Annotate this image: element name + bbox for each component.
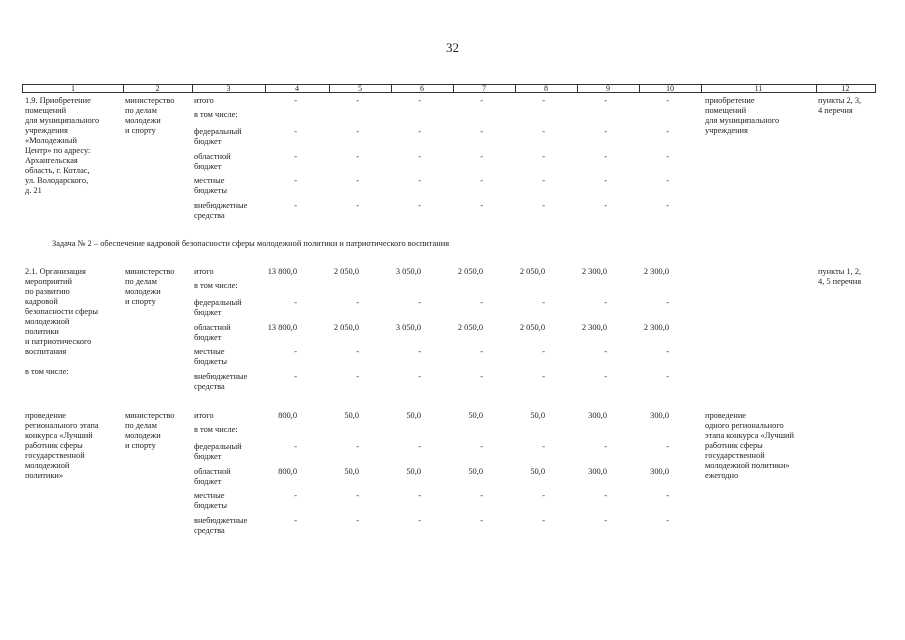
table-cell: - [480,347,483,356]
funding-source-label: в том числе: [194,281,238,290]
list-reference: пункты 2, 3, 4 перечня [818,96,862,115]
table-cell: 300,0 [650,467,669,476]
table-cell: - [418,442,421,451]
table-cell: - [480,298,483,307]
table-cell: - [604,152,607,161]
table-cell: - [604,96,607,105]
table-cell: - [666,516,669,525]
table-cell: - [480,127,483,136]
table-cell: - [480,176,483,185]
table-cell: 2 050,0 [519,267,545,276]
table-cell: - [480,201,483,210]
expected-result: приобретение помещений для муниципального учреждения [705,96,780,135]
table-cell: - [356,442,359,451]
header-cell: 3 [226,84,231,93]
table-cell: - [542,442,545,451]
header-cell: 7 [482,84,486,93]
table-cell: - [356,516,359,525]
header-cell: 10 [666,84,674,93]
table-cell: - [480,491,483,500]
table-cell: - [666,347,669,356]
table-cell: - [480,442,483,451]
table-cell: 300,0 [588,467,607,476]
table-cell: - [666,442,669,451]
table-cell: - [294,96,297,105]
table-header-row [22,84,876,93]
funding-source-label: областной бюджет [194,467,231,486]
funding-source-label: итого [194,267,214,276]
table-cell: 50,0 [530,411,545,420]
table-cell: - [418,347,421,356]
table-cell: 800,0 [278,411,297,420]
funding-source-label: итого [194,96,214,105]
table-cell: - [666,201,669,210]
table-cell: - [604,176,607,185]
table-cell: - [356,96,359,105]
table-cell: - [356,347,359,356]
table-cell: - [294,372,297,381]
table-cell: - [542,152,545,161]
funding-source-label: местные бюджеты [194,347,228,366]
table-cell: - [356,298,359,307]
header-cell: 5 [358,84,362,93]
table-cell: - [356,176,359,185]
table-cell: - [542,298,545,307]
table-cell: - [356,152,359,161]
table-cell: 2 300,0 [643,323,669,332]
table-cell: - [666,96,669,105]
table-cell: - [666,127,669,136]
table-cell: - [356,491,359,500]
table-cell: - [666,176,669,185]
table-cell: - [480,152,483,161]
table-cell: - [418,516,421,525]
table-cell: 2 050,0 [457,267,483,276]
table-cell: 2 050,0 [457,323,483,332]
table-cell: 50,0 [406,411,421,420]
table-cell: 2 300,0 [643,267,669,276]
list-reference: пункты 1, 2, 4, 5 перечня [818,267,862,286]
responsible-executor: министерство по делам молодежи и спорту [125,267,175,306]
funding-source-label: областной бюджет [194,323,231,342]
table-cell: - [294,442,297,451]
funding-source-label: федеральный бюджет [194,127,242,146]
table-cell: 300,0 [588,411,607,420]
table-cell: - [418,372,421,381]
measure-title: 2.1. Организация мероприятий по развитию кадровой безопасности сферы молодежной политики и патриотического воспитания в том числе: [25,267,98,376]
funding-source-label: местные бюджеты [194,491,228,510]
table-cell: - [604,347,607,356]
table-cell: - [480,96,483,105]
table-cell: - [542,96,545,105]
table-cell: - [356,201,359,210]
table-cell: - [604,127,607,136]
table-cell: 13 800,0 [267,267,297,276]
table-cell: - [418,96,421,105]
table-cell: - [542,372,545,381]
funding-source-label: итого [194,411,214,420]
table-cell: - [666,298,669,307]
table-cell: 2 050,0 [333,323,359,332]
funding-source-label: в том числе: [194,110,238,119]
table-cell: 2 300,0 [581,267,607,276]
header-cell: 8 [544,84,548,93]
page-number: 32 [446,40,459,55]
table-cell: - [604,201,607,210]
header-cell: 1 [71,84,75,93]
table-cell: - [418,152,421,161]
table-cell: - [666,372,669,381]
funding-source-label: внебюджетные средства [194,516,248,535]
table-cell: - [294,491,297,500]
table-cell: 50,0 [344,467,359,476]
funding-source-label: в том числе: [194,425,238,434]
table-cell: - [542,347,545,356]
measure-title: проведение регионального этапа конкурса «Лучший работник сферы государственной молодежной политики» [25,411,99,480]
table-cell: 50,0 [406,467,421,476]
table-cell: - [604,298,607,307]
funding-source-label: внебюджетные средства [194,372,248,391]
funding-source-label: федеральный бюджет [194,442,242,461]
table-cell: - [294,516,297,525]
table-cell: 300,0 [650,411,669,420]
table-cell: - [542,127,545,136]
measure-title: 1.9. Приобретение помещений для муниципального учреждения «Молодежный Центр» по адресу: Архангельская область, г. Котлас, ул. Володарского, д. 21 [25,96,100,195]
table-cell: - [480,372,483,381]
table-cell: 3 050,0 [395,323,421,332]
responsible-executor: министерство по делам молодежи и спорту [125,96,175,135]
responsible-executor: министерство по делам молодежи и спорту [125,411,175,450]
task-heading: Задача № 2 – обеспечение кадровой безопасности сферы молодежной политики и патриотического воспитания [52,239,450,248]
table-cell: 50,0 [468,467,483,476]
header-cell: 9 [606,84,610,93]
table-cell: - [418,491,421,500]
table-cell: - [604,516,607,525]
table-cell: 2 050,0 [333,267,359,276]
table-cell: 2 050,0 [519,323,545,332]
table-cell: - [542,201,545,210]
table-cell: 50,0 [530,467,545,476]
table-cell: - [418,176,421,185]
table-cell: 50,0 [344,411,359,420]
expected-result: проведение одного регионального этапа конкурса «Лучший работник сферы государственной молодежной политики» ежегодно [705,411,794,480]
table-cell: 800,0 [278,467,297,476]
funding-source-label: областной бюджет [194,152,231,171]
table-cell: - [356,127,359,136]
header-cell: 11 [754,84,763,93]
table-cell: - [542,491,545,500]
funding-source-label: внебюджетные средства [194,201,248,220]
table-cell: - [294,152,297,161]
table-cell: - [356,372,359,381]
table-cell: - [604,491,607,500]
table-cell: - [294,176,297,185]
table-cell: - [604,372,607,381]
table-cell: - [666,152,669,161]
funding-source-label: местные бюджеты [194,176,228,195]
header-cell: 4 [295,84,299,93]
table-cell: 13 800,0 [267,323,297,332]
table-cell: 50,0 [468,411,483,420]
header-cell: 2 [155,84,160,93]
table-cell: - [604,442,607,451]
table-cell: - [480,516,483,525]
table-cell: - [418,298,421,307]
table-cell: - [542,176,545,185]
table-cell: - [294,201,297,210]
table-cell: 3 050,0 [395,267,421,276]
header-cell: 6 [420,84,424,93]
table-cell: - [418,127,421,136]
table-cell: - [294,298,297,307]
header-cell: 12 [841,84,850,93]
table-cell: - [294,347,297,356]
table-cell: - [666,491,669,500]
funding-source-label: федеральный бюджет [194,298,242,317]
table-cell: - [542,516,545,525]
table-cell: - [294,127,297,136]
table-cell: - [418,201,421,210]
table-cell: 2 300,0 [581,323,607,332]
